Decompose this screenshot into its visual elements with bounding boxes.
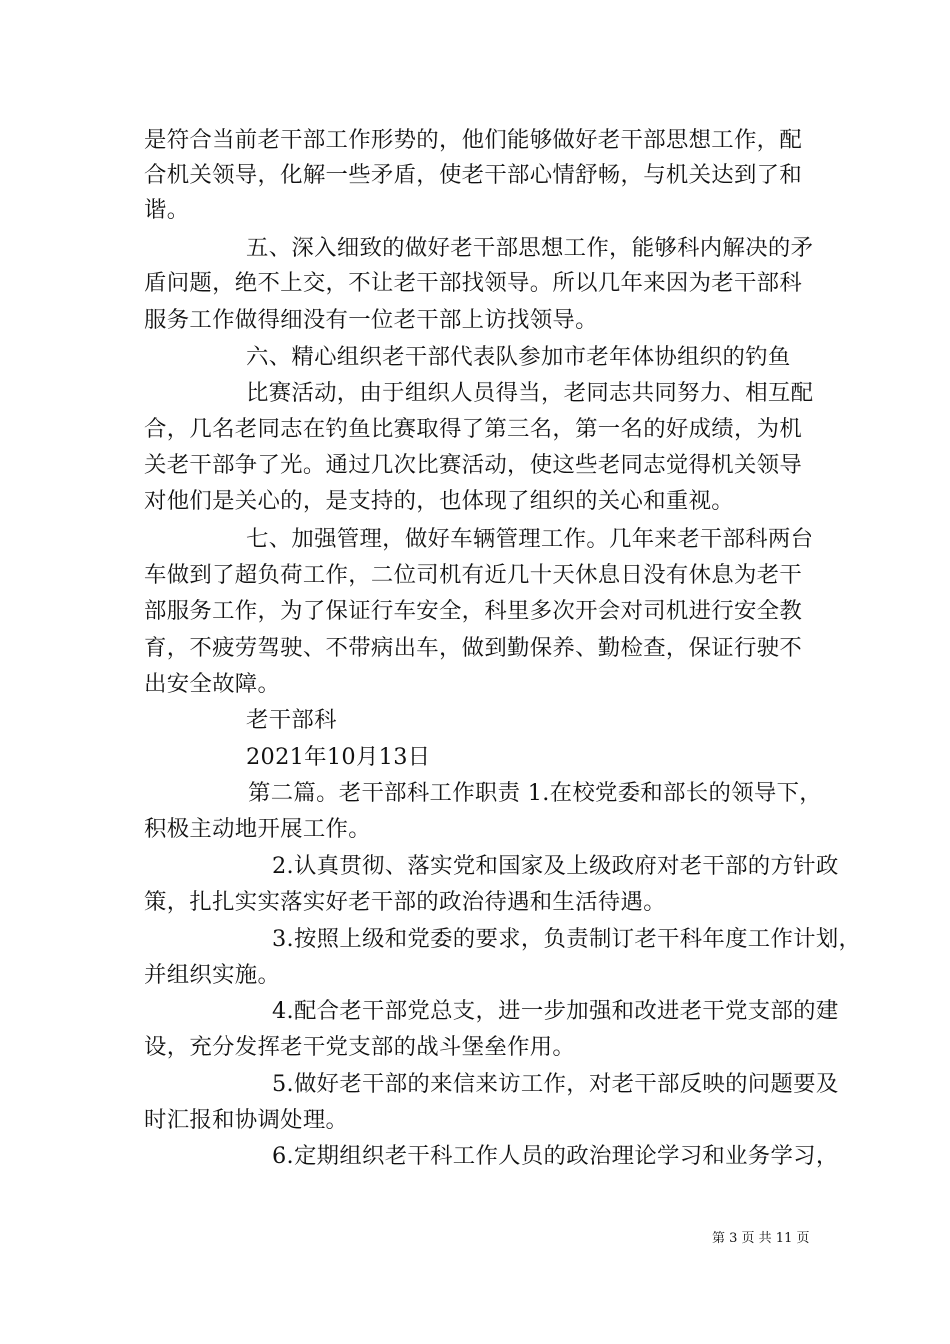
text-line: 育，不疲劳驾驶、不带病出车，做到勤保养、勤检查，保证行驶不 xyxy=(144,635,803,661)
text-line: 车做到了超负荷工作，二位司机有近几十天休息日没有休息为老干 xyxy=(144,562,803,588)
text-line: 3.按照上级和党委的要求，负责制订老干科年度工作计划， xyxy=(272,926,862,952)
signature-date: 2021年10月13日 xyxy=(246,744,431,770)
section-heading-second: 第二篇。老干部科工作职责 1.在校党委和部长的领导下， xyxy=(248,780,822,806)
text-line: 设，充分发挥老干党支部的战斗堡垒作用。 xyxy=(144,1034,576,1060)
text-line: 2.认真贯彻、落实党和国家及上级政府对老干部的方针政 xyxy=(272,853,839,879)
text-line: 是符合当前老干部工作形势的，他们能够做好老干部思想工作，配 xyxy=(144,127,803,153)
text-line: 策，扎扎实实落实好老干部的政治待遇和生活待遇。 xyxy=(144,889,666,915)
text-line: 4.配合老干部党总支，进一步加强和改进老干党支部的建 xyxy=(272,998,839,1024)
text-line: 关老干部争了光。通过几次比赛活动，使这些老同志觉得机关领导 xyxy=(144,452,803,478)
text-line: 六、精心组织老干部代表队参加市老年体协组织的钓鱼 xyxy=(246,344,791,370)
text-line: 五、深入细致的做好老干部思想工作，能够科内解决的矛 xyxy=(246,235,814,261)
signature-department: 老干部科 xyxy=(246,707,337,733)
text-line: 积极主动地开展工作。 xyxy=(144,816,371,842)
page-footer: 第 3 页 共 11 页 xyxy=(712,1231,810,1246)
text-line: 出安全故障。 xyxy=(144,671,281,697)
text-line: 时汇报和协调处理。 xyxy=(144,1107,349,1133)
text-line: 盾问题，绝不上交，不让老干部找领导。所以几年来因为老干部科 xyxy=(144,270,803,296)
text-line: 服务工作做得细没有一位老干部上访找领导。 xyxy=(144,307,598,333)
text-line: 5.做好老干部的来信来访工作，对老干部反映的问题要及 xyxy=(272,1071,839,1097)
text-line: 比赛活动，由于组织人员得当，老同志共同努力、相互配 xyxy=(246,380,814,406)
text-line: 部服务工作，为了保证行车安全，科里多次开会对司机进行安全教 xyxy=(144,598,803,624)
text-line: 6.定期组织老干科工作人员的政治理论学习和业务学习， xyxy=(272,1143,839,1169)
text-line: 七、加强管理，做好车辆管理工作。几年来老干部科两台 xyxy=(246,526,814,552)
text-line: 合机关领导，化解一些矛盾，使老干部心情舒畅，与机关达到了和 xyxy=(144,162,803,188)
text-line: 对他们是关心的，是支持的，也体现了组织的关心和重视。 xyxy=(144,488,734,514)
text-line: 合，几名老同志在钓鱼比赛取得了第三名，第一名的好成绩，为机 xyxy=(144,416,803,442)
text-line: 并组织实施。 xyxy=(144,962,281,988)
text-line: 谐。 xyxy=(144,197,190,223)
